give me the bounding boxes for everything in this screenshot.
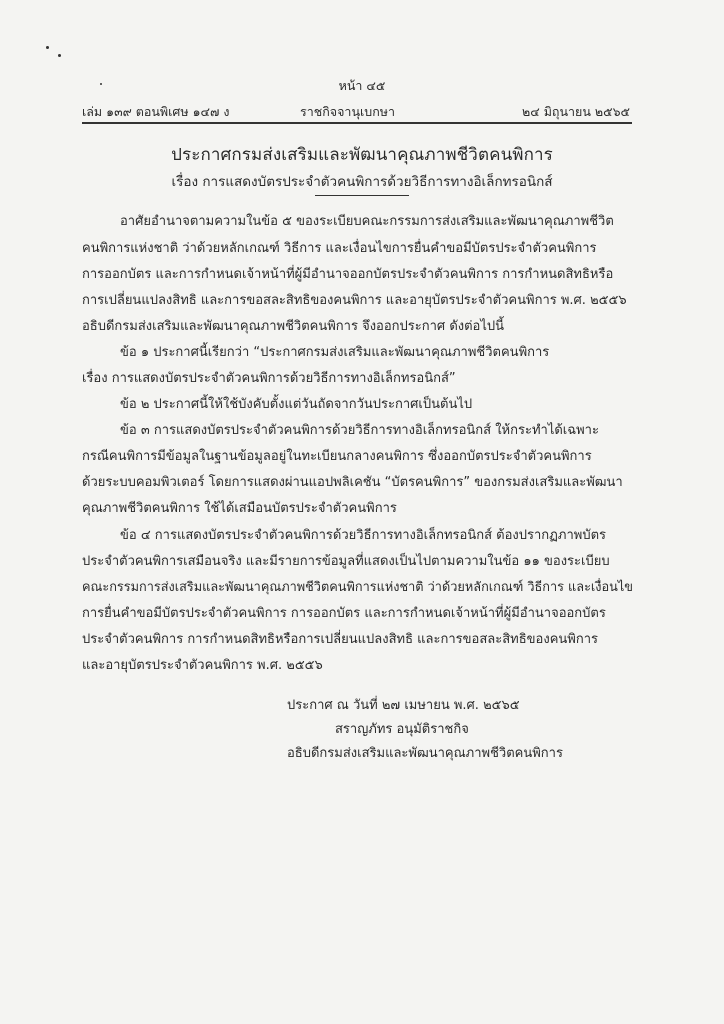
- volume-info: เล่ม ๑๓๙ ตอนพิเศษ ๑๔๗ ง: [82, 104, 230, 119]
- body-line: การยื่นคำขอมีบัตรประจำตัวคนพิการ การออกบัตร และการกำหนดเจ้าหน้าที่ผู้มีอำนาจออกบัตร: [82, 606, 606, 621]
- announcement-subject: เรื่อง การแสดงบัตรประจำตัวคนพิการด้วยวิธีการทางอิเล็กทรอนิกส์: [171, 174, 553, 190]
- gazette-date: ๒๔ มิถุนายน ๒๕๖๕: [522, 104, 630, 119]
- announcement-title: ประกาศกรมส่งเสริมและพัฒนาคุณภาพชีวิตคนพิการ: [171, 145, 553, 165]
- clause-4: ข้อ ๔ การแสดงบัตรประจำตัวคนพิการด้วยวิธีการทางอิเล็กทรอนิกส์ ต้องปรากฏภาพบัตร: [120, 528, 606, 543]
- clause-1: ข้อ ๑ ประกาศนี้เรียกว่า “ประกาศกรมส่งเสริมและพัฒนาคุณภาพชีวิตคนพิการ: [120, 345, 550, 360]
- body-line: ประจำตัวคนพิการ การกำหนดสิทธิหรือการเปลี่ยนแปลงสิทธิ และการขอสละสิทธิของคนพิการ: [82, 632, 599, 647]
- header-rule: [82, 122, 632, 124]
- clause-2: ข้อ ๒ ประกาศนี้ให้ใช้บังคับตั้งแต่วันถัดจากวันประกาศเป็นต้นไป: [120, 397, 473, 412]
- body-line: คนพิการแห่งชาติ ว่าด้วยหลักเกณฑ์ วิธีการ และเงื่อนไขการยื่นคำขอมีบัตรประจำตัวคนพิการ: [82, 241, 597, 256]
- body-line: กรณีคนพิการมีข้อมูลในฐานข้อมูลอยู่ในทะเบียนกลางคนพิการ ซึ่งออกบัตรประจำตัวคนพิการ: [82, 449, 592, 464]
- body-line: อาศัยอำนาจตามความในข้อ ๕ ของระเบียบคณะกรรมการส่งเสริมและพัฒนาคุณภาพชีวิต: [120, 214, 614, 229]
- scan-speck: [58, 54, 61, 57]
- body-line: ประจำตัวคนพิการเสมือนจริง และมีรายการข้อมูลที่แสดงเป็นไปตามความในข้อ ๑๑ ของระเบียบ: [82, 554, 610, 569]
- page-number: หน้า ๔๕: [338, 78, 386, 93]
- gazette-name: ราชกิจจานุเบกษา: [300, 104, 396, 119]
- body-line: ด้วยระบบคอมพิวเตอร์ โดยการแสดงผ่านแอปพลิเคชัน “บัตรคนพิการ” ของกรมส่งเสริมและพัฒนา: [82, 475, 623, 490]
- body-line: การเปลี่ยนแปลงสิทธิ และการขอสละสิทธิของคนพิการ และอายุบัตรประจำตัวคนพิการ พ.ศ. ๒๕๕๖: [82, 293, 627, 308]
- body-line: และอายุบัตรประจำตัวคนพิการ พ.ศ. ๒๕๕๖: [82, 658, 323, 673]
- clause-3: ข้อ ๓ การแสดงบัตรประจำตัวคนพิการด้วยวิธีการทางอิเล็กทรอนิกส์ ให้กระทำได้เฉพาะ: [120, 423, 599, 438]
- scan-speck: [46, 46, 49, 49]
- title-rule: [315, 195, 409, 196]
- signatory-name: สราญภัทร อนุมัติราชกิจ: [335, 722, 469, 737]
- body-line: คุณภาพชีวิตคนพิการ ใช้ได้เสมือนบัตรประจำตัวคนพิการ: [82, 501, 397, 516]
- announcement-date: ประกาศ ณ วันที่ ๒๗ เมษายน พ.ศ. ๒๕๖๕: [287, 698, 520, 713]
- signatory-position: อธิบดีกรมส่งเสริมและพัฒนาคุณภาพชีวิตคนพิการ: [287, 746, 563, 761]
- body-line: อธิบดีกรมส่งเสริมและพัฒนาคุณภาพชีวิตคนพิการ จึงออกประกาศ ดังต่อไปนี้: [82, 319, 505, 334]
- body-line: คณะกรรมการส่งเสริมและพัฒนาคุณภาพชีวิตคนพิการแห่งชาติ ว่าด้วยหลักเกณฑ์ วิธีการ และเงื่อนไข: [82, 580, 634, 595]
- body-line: การออกบัตร และการกำหนดเจ้าหน้าที่ผู้มีอำนาจออกบัตรประจำตัวคนพิการ การกำหนดสิทธิหรือ: [82, 267, 614, 282]
- body-line: เรื่อง การแสดงบัตรประจำตัวคนพิการด้วยวิธีการทางอิเล็กทรอนิกส์”: [82, 371, 456, 386]
